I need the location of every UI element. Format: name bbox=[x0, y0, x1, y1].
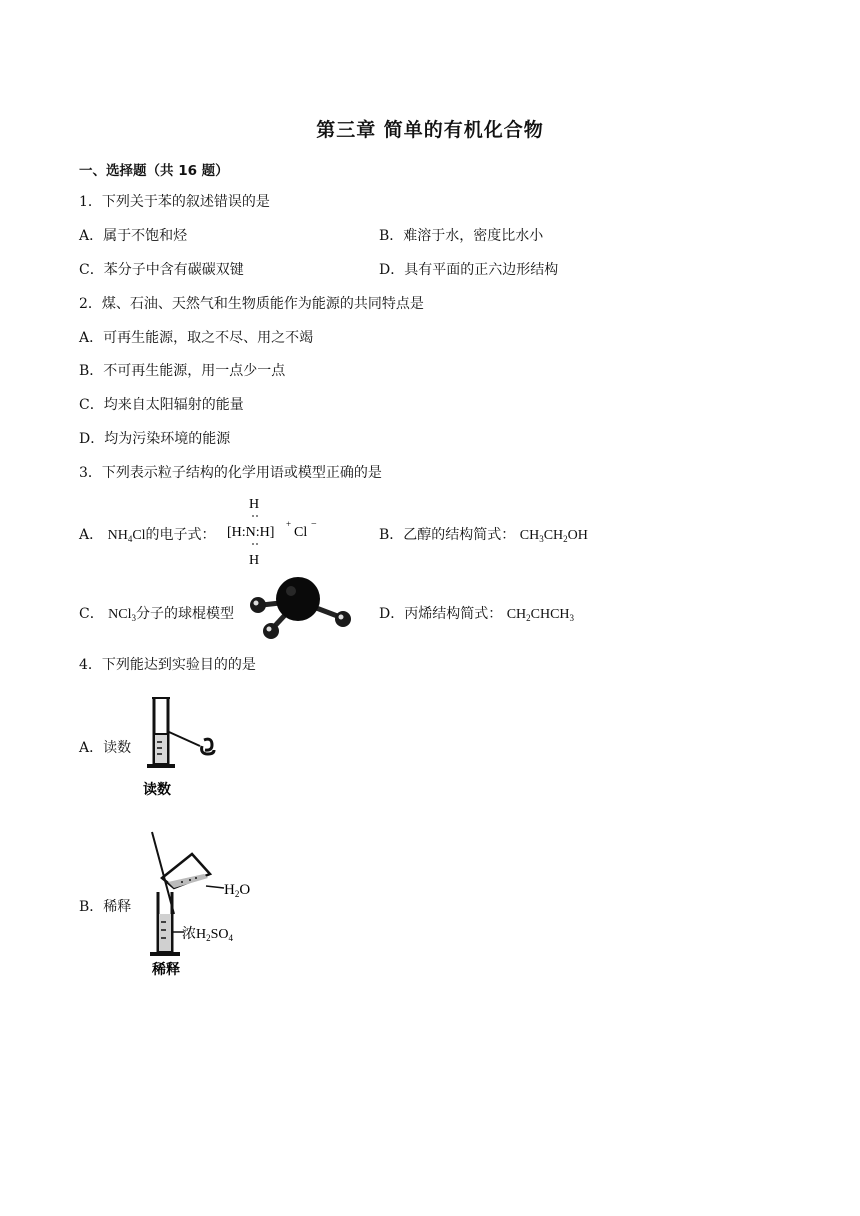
option-letter: A． bbox=[79, 527, 104, 543]
water-label: $H_2O$ bbox=[224, 882, 251, 899]
question-3-option-b bbox=[379, 524, 588, 544]
question-1-option-d: D．具有平面的正六边形结构 bbox=[379, 262, 559, 278]
question-2-stem: 2．煤、石油、天然气和生物质能作为能源的共同特点是 bbox=[79, 296, 424, 312]
question-2-option-a: A．可再生能源，取之不尽、用之不竭 bbox=[79, 330, 314, 346]
ammonium-chloride-formula: $NH_4Cl$ bbox=[107, 528, 146, 544]
option-text: 的电子式： bbox=[145, 527, 216, 543]
ncl3-formula: NCl$_3$ bbox=[108, 607, 137, 623]
reading-cylinder-illustration bbox=[138, 690, 228, 802]
page-title: 第三章 简单的有机化合物 bbox=[316, 119, 544, 141]
ethanol-formula: $CH_3CH_2OH$ bbox=[519, 528, 588, 544]
question-1-option-b: B．难溶于水，密度比水小 bbox=[379, 228, 544, 244]
dilution-caption: 稀释 bbox=[152, 963, 180, 978]
question-2-option-b: B．不可再生能源，用一点少一点 bbox=[79, 363, 286, 379]
diagram-minus-charge: − bbox=[311, 519, 317, 530]
question-2-option-c: C．均来自太阳辐射的能量 bbox=[79, 397, 244, 413]
diagram-plus-charge: + bbox=[286, 519, 292, 529]
reading-caption: 读数 bbox=[143, 783, 171, 798]
ball-and-stick-model bbox=[244, 573, 356, 643]
electron-formula-diagram bbox=[226, 490, 326, 570]
question-3-option-d bbox=[379, 603, 574, 623]
option-letter: C． bbox=[79, 606, 104, 622]
section-heading: 一、选择题（共 16 题） bbox=[79, 163, 229, 179]
question-4-option-a: A．读数 bbox=[79, 740, 132, 756]
question-1-option-c: C．苯分子中含有碳碳双键 bbox=[79, 262, 244, 278]
option-text: 乙醇的结构简式： bbox=[403, 527, 516, 543]
diagram-bottom-h: H bbox=[249, 553, 260, 568]
option-text: 丙烯结构简式： bbox=[404, 606, 503, 622]
question-3-option-c bbox=[79, 603, 234, 623]
option-letter: B． bbox=[379, 527, 404, 543]
question-3-option-a bbox=[79, 524, 216, 544]
propene-formula: $CH_2CHCH_3$ bbox=[506, 607, 575, 623]
dilution-illustration bbox=[144, 828, 270, 980]
option-letter: D． bbox=[379, 606, 405, 622]
option-text: 分子的球棍模型 bbox=[136, 606, 235, 622]
diagram-top-h: H bbox=[249, 497, 260, 512]
diagram-bracket-formula: [H:N:H] bbox=[227, 525, 275, 540]
acid-label: 浓$H_2SO_4$ bbox=[182, 927, 234, 943]
question-4-option-b: B．稀释 bbox=[79, 899, 132, 915]
question-1-option-a: A．属于不饱和烃 bbox=[79, 228, 188, 244]
question-2-option-d: D．均为污染环境的能源 bbox=[79, 431, 231, 447]
diagram-chloride: Cl bbox=[294, 525, 308, 540]
question-3-stem: 3．下列表示粒子结构的化学用语或模型正确的是 bbox=[79, 465, 382, 481]
question-1-stem: 1．下列关于苯的叙述错误的是 bbox=[79, 194, 270, 210]
question-4-stem: 4．下列能达到实验目的的是 bbox=[79, 657, 256, 673]
